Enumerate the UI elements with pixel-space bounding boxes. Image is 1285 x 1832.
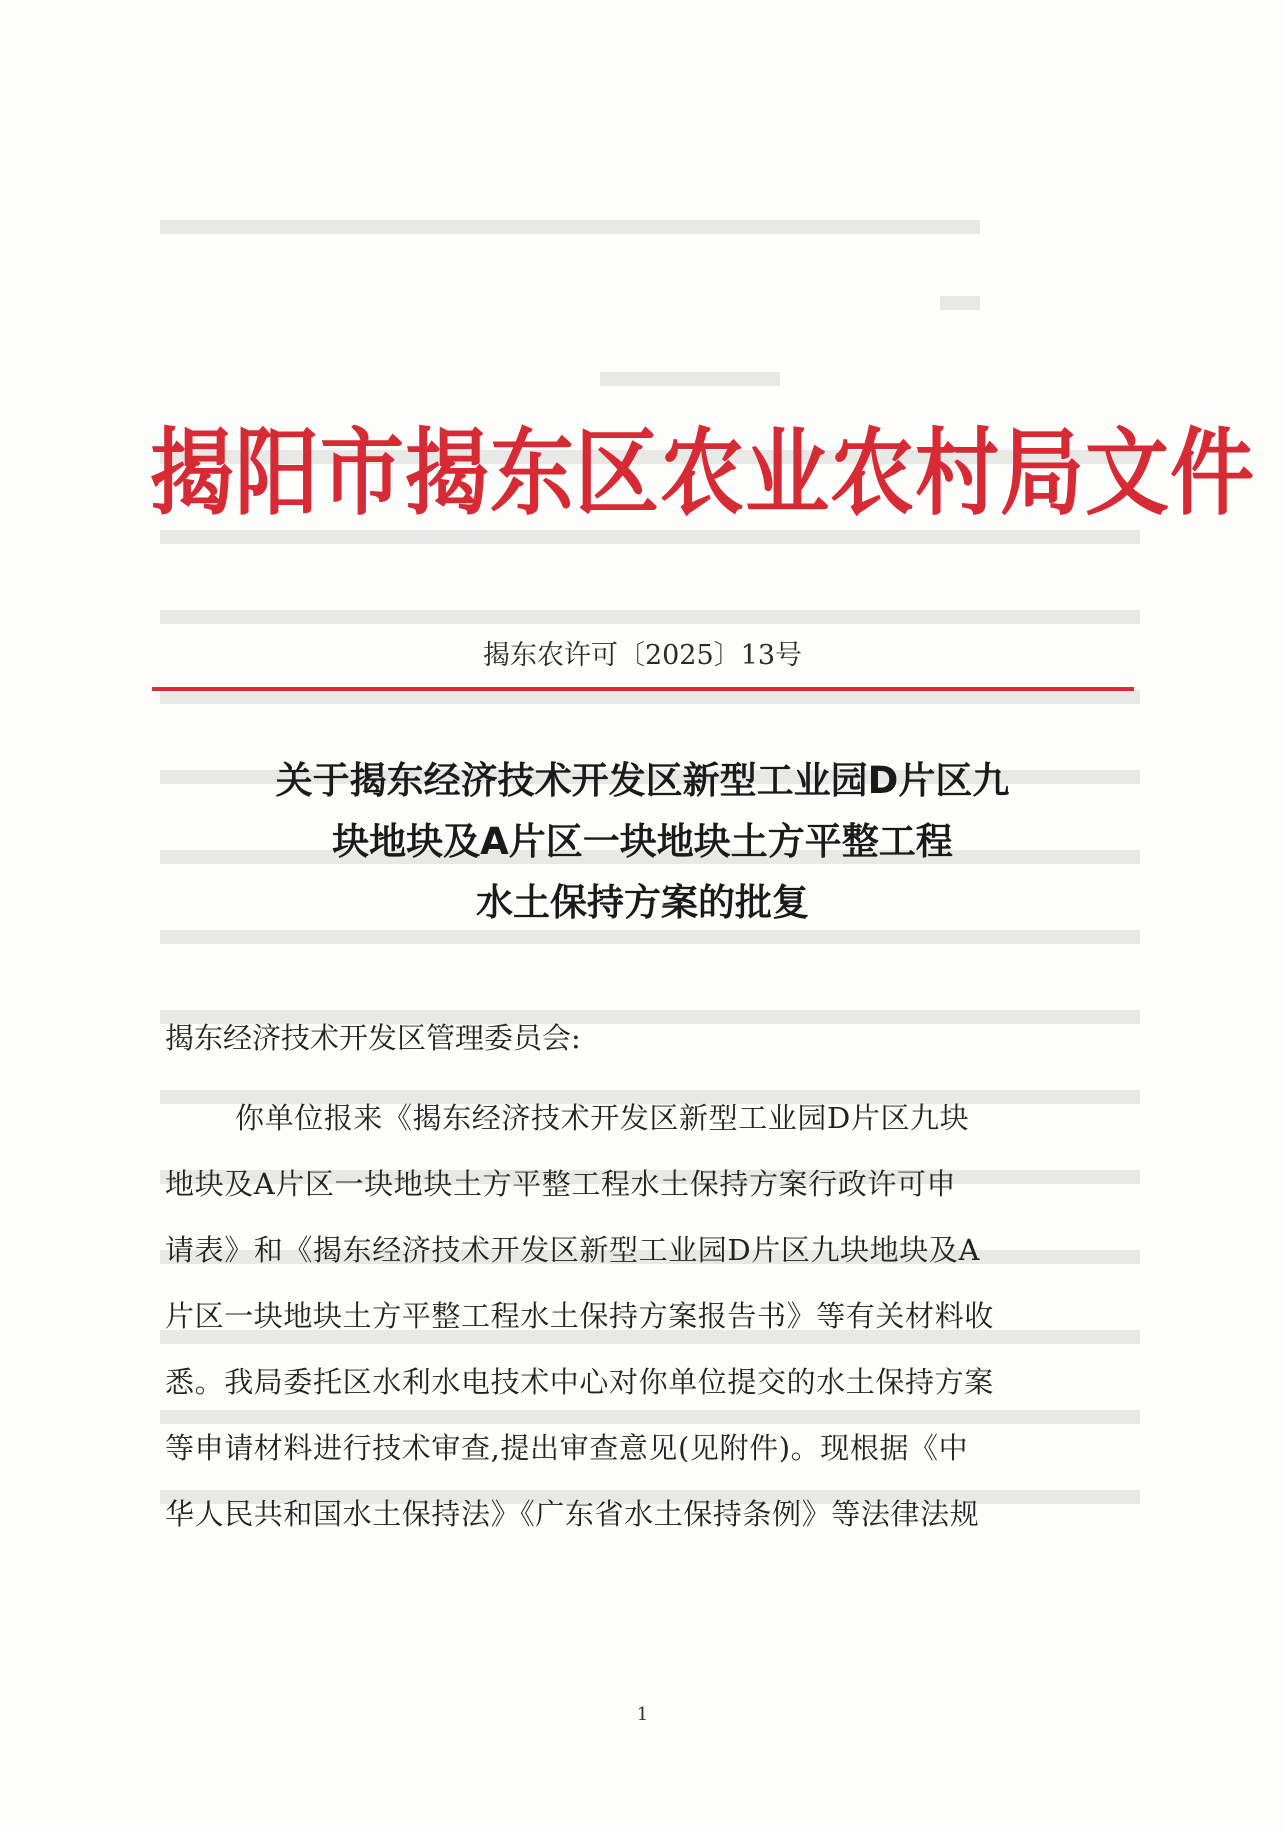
body-line: 地块及A片区一块地块土方平整工程水土保持方案行政许可申 (165, 1167, 957, 1201)
body-line: 请表》和《揭东经济技术开发区新型工业园D片区九块地块及A (165, 1233, 980, 1267)
issuer-header-title: 揭阳市揭东区农业农村局文件 (150, 418, 1256, 528)
subject-line: 水土保持方案的批复 (476, 881, 809, 924)
body-line: 悉。我局委托区水利水电技术中心对你单位提交的水土保持方案 (165, 1365, 994, 1399)
body-paragraph (165, 1085, 1140, 1547)
body-line: 等申请材料进行技术审查,提出审查意见(见附件)。现根据《中 (165, 1431, 969, 1465)
page-number: 1 (636, 1704, 649, 1725)
red-divider-line (152, 687, 1134, 691)
recipient-line: 揭东经济技术开发区管理委员会: (165, 1021, 581, 1055)
body-line: 片区一块地块土方平整工程水土保持方案报告书》等有关材料收 (165, 1299, 994, 1333)
body-line: 华人民共和国水土保持法》《广东省水土保持条例》等法律法规 (165, 1497, 980, 1531)
subject-line: 关于揭东经济技术开发区新型工业园D片区九 (275, 759, 1010, 802)
document-subject (150, 750, 1135, 933)
subject-line: 块地块及A片区一块地块土方平整工程 (332, 820, 953, 863)
document-number: 揭东农许可〔2025〕13号 (482, 640, 803, 671)
body-line: 你单位报来《揭东经济技术开发区新型工业园D片区九块 (235, 1101, 970, 1135)
